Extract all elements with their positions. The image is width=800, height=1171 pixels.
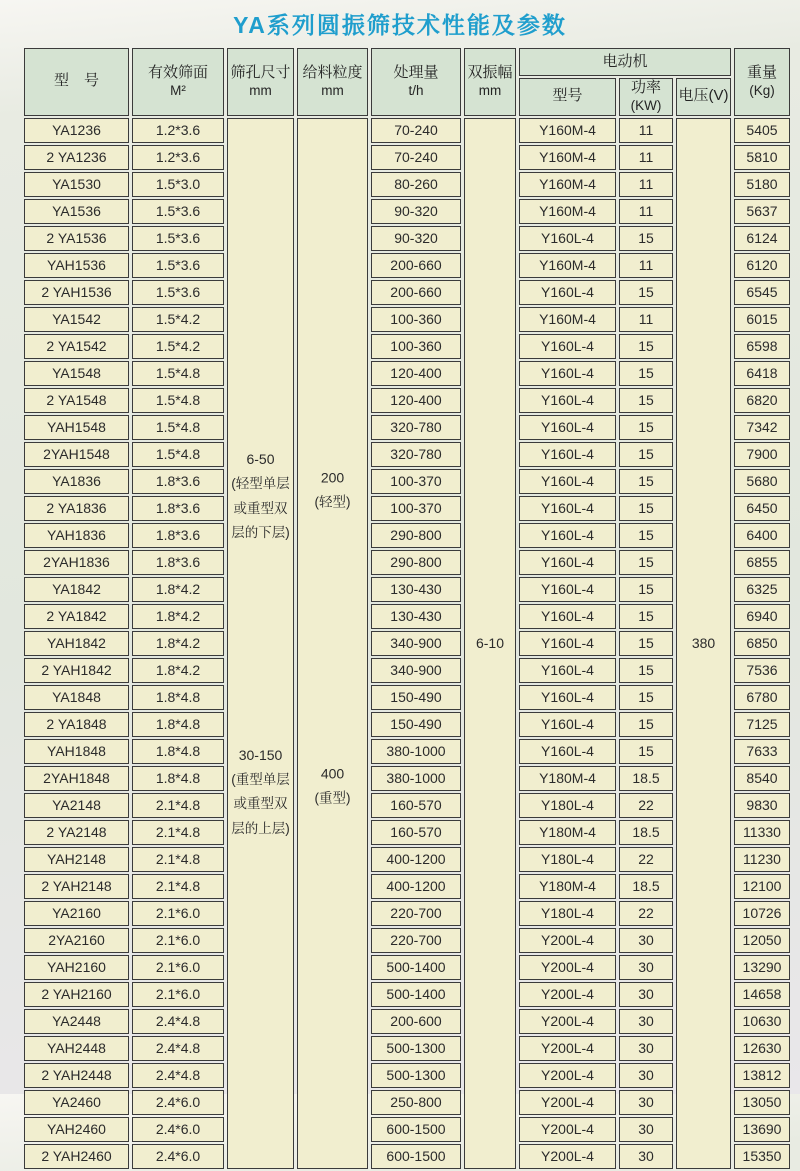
weight-cell: 7536: [734, 658, 790, 683]
sieve-size-light: 6-50 (轻型单层或重型双层的下层): [231, 451, 290, 541]
power-cell: 22: [619, 901, 673, 926]
power-cell: 15: [619, 469, 673, 494]
motor-model-cell: Y160L-4: [519, 712, 616, 737]
motor-model-cell: Y160L-4: [519, 361, 616, 386]
model-cell: 2 YA2148: [24, 820, 129, 845]
model-cell: 2 YA1836: [24, 496, 129, 521]
area-cell: 2.1*6.0: [132, 955, 224, 980]
weight-cell: 12630: [734, 1036, 790, 1061]
model-cell: 2YAH1848: [24, 766, 129, 791]
capacity-cell: 200-660: [371, 280, 461, 305]
weight-cell: 6598: [734, 334, 790, 359]
motor-model-cell: Y160L-4: [519, 415, 616, 440]
power-cell: 11: [619, 118, 673, 143]
capacity-cell: 500-1300: [371, 1036, 461, 1061]
capacity-cell: 100-360: [371, 334, 461, 359]
col-header-sieve-size: 筛孔尺寸 mm: [227, 48, 294, 116]
weight-cell: 10726: [734, 901, 790, 926]
area-cell: 1.5*4.8: [132, 442, 224, 467]
capacity-cell: 100-370: [371, 469, 461, 494]
power-cell: 18.5: [619, 820, 673, 845]
capacity-cell: 500-1400: [371, 982, 461, 1007]
model-cell: YA1530: [24, 172, 129, 197]
area-cell: 1.5*3.6: [132, 199, 224, 224]
feed-size-light: 200 (轻型): [314, 469, 351, 510]
model-cell: YAH2148: [24, 847, 129, 872]
capacity-cell: 500-1400: [371, 955, 461, 980]
motor-model-cell: Y160M-4: [519, 118, 616, 143]
motor-model-cell: Y160L-4: [519, 280, 616, 305]
col-header-motor-group: 电动机: [519, 48, 731, 76]
spec-table: [21, 46, 793, 1171]
motor-model-cell: Y160L-4: [519, 469, 616, 494]
motor-model-cell: Y200L-4: [519, 1090, 616, 1115]
capacity-cell: 600-1500: [371, 1144, 461, 1169]
motor-model-cell: Y200L-4: [519, 1036, 616, 1061]
area-cell: 2.1*4.8: [132, 820, 224, 845]
area-cell: 2.1*6.0: [132, 928, 224, 953]
col-header-voltage: 电压(V): [676, 78, 731, 116]
weight-cell: 6855: [734, 550, 790, 575]
model-cell: YAH1842: [24, 631, 129, 656]
capacity-cell: 320-780: [371, 442, 461, 467]
capacity-cell: 380-1000: [371, 766, 461, 791]
power-cell: 15: [619, 280, 673, 305]
power-cell: 11: [619, 145, 673, 170]
capacity-cell: 290-800: [371, 523, 461, 548]
power-cell: 18.5: [619, 874, 673, 899]
motor-model-cell: Y200L-4: [519, 1117, 616, 1142]
area-cell: 2.1*6.0: [132, 982, 224, 1007]
capacity-cell: 290-800: [371, 550, 461, 575]
weight-cell: 6940: [734, 604, 790, 629]
capacity-cell: 80-260: [371, 172, 461, 197]
power-cell: 15: [619, 442, 673, 467]
area-cell: 2.4*6.0: [132, 1090, 224, 1115]
weight-cell: 9830: [734, 793, 790, 818]
motor-model-cell: Y180L-4: [519, 793, 616, 818]
weight-cell: 6400: [734, 523, 790, 548]
model-cell: 2 YAH2448: [24, 1063, 129, 1088]
weight-cell: 5810: [734, 145, 790, 170]
model-cell: YAH1836: [24, 523, 129, 548]
area-cell: 1.5*4.2: [132, 334, 224, 359]
capacity-cell: 100-370: [371, 496, 461, 521]
weight-cell: 10630: [734, 1009, 790, 1034]
weight-cell: 7900: [734, 442, 790, 467]
motor-model-cell: Y160L-4: [519, 604, 616, 629]
model-cell: YAH1548: [24, 415, 129, 440]
model-cell: YAH2460: [24, 1117, 129, 1142]
weight-cell: 12100: [734, 874, 790, 899]
area-cell: 1.2*3.6: [132, 145, 224, 170]
area-cell: 1.8*4.2: [132, 658, 224, 683]
voltage-cell: 380: [676, 118, 731, 1169]
motor-model-cell: Y160L-4: [519, 388, 616, 413]
motor-model-cell: Y180M-4: [519, 874, 616, 899]
table-header: [24, 48, 790, 116]
area-cell: 1.5*3.6: [132, 253, 224, 278]
motor-model-cell: Y160L-4: [519, 685, 616, 710]
area-cell: 1.8*3.6: [132, 469, 224, 494]
area-cell: 1.5*3.6: [132, 226, 224, 251]
col-header-amplitude: 双振幅 mm: [464, 48, 516, 116]
model-cell: YA1842: [24, 577, 129, 602]
capacity-cell: 400-1200: [371, 874, 461, 899]
weight-cell: 5680: [734, 469, 790, 494]
power-cell: 30: [619, 1090, 673, 1115]
weight-cell: 12050: [734, 928, 790, 953]
capacity-cell: 400-1200: [371, 847, 461, 872]
area-cell: 1.8*4.2: [132, 577, 224, 602]
motor-model-cell: Y160M-4: [519, 307, 616, 332]
table-body: [24, 118, 790, 1169]
power-cell: 15: [619, 226, 673, 251]
table-row: [24, 118, 790, 143]
motor-model-cell: Y200L-4: [519, 1144, 616, 1169]
area-cell: 2.4*4.8: [132, 1009, 224, 1034]
motor-model-cell: Y180M-4: [519, 820, 616, 845]
model-cell: 2 YAH1842: [24, 658, 129, 683]
capacity-cell: 100-360: [371, 307, 461, 332]
model-cell: YAH1848: [24, 739, 129, 764]
weight-cell: 13050: [734, 1090, 790, 1115]
motor-model-cell: Y180L-4: [519, 901, 616, 926]
model-cell: 2 YA1236: [24, 145, 129, 170]
area-cell: 1.8*4.8: [132, 739, 224, 764]
power-cell: 15: [619, 334, 673, 359]
model-cell: YA1542: [24, 307, 129, 332]
capacity-cell: 320-780: [371, 415, 461, 440]
weight-cell: 11330: [734, 820, 790, 845]
weight-cell: 6820: [734, 388, 790, 413]
power-cell: 30: [619, 1117, 673, 1142]
power-cell: 15: [619, 604, 673, 629]
col-header-feed-size: 给料粒度 mm: [297, 48, 368, 116]
capacity-cell: 90-320: [371, 199, 461, 224]
power-cell: 30: [619, 955, 673, 980]
motor-model-cell: Y200L-4: [519, 955, 616, 980]
motor-model-cell: Y160L-4: [519, 658, 616, 683]
power-cell: 15: [619, 523, 673, 548]
capacity-cell: 340-900: [371, 631, 461, 656]
model-cell: YA2160: [24, 901, 129, 926]
motor-model-cell: Y160L-4: [519, 334, 616, 359]
motor-model-cell: Y160M-4: [519, 145, 616, 170]
area-cell: 1.5*3.6: [132, 280, 224, 305]
power-cell: 30: [619, 1009, 673, 1034]
weight-cell: 6450: [734, 496, 790, 521]
capacity-cell: 130-430: [371, 577, 461, 602]
area-cell: 1.8*4.2: [132, 604, 224, 629]
weight-cell: 6124: [734, 226, 790, 251]
model-cell: YA1536: [24, 199, 129, 224]
capacity-cell: 160-570: [371, 820, 461, 845]
power-cell: 30: [619, 1063, 673, 1088]
power-cell: 15: [619, 712, 673, 737]
capacity-cell: 500-1300: [371, 1063, 461, 1088]
power-cell: 15: [619, 550, 673, 575]
area-cell: 2.1*4.8: [132, 847, 224, 872]
area-cell: 2.4*4.8: [132, 1063, 224, 1088]
motor-model-cell: Y160L-4: [519, 631, 616, 656]
weight-cell: 8540: [734, 766, 790, 791]
power-cell: 15: [619, 739, 673, 764]
capacity-cell: 200-660: [371, 253, 461, 278]
area-cell: 1.5*4.8: [132, 415, 224, 440]
power-cell: 11: [619, 172, 673, 197]
motor-model-cell: Y160L-4: [519, 442, 616, 467]
model-cell: 2 YAH1536: [24, 280, 129, 305]
power-cell: 30: [619, 1036, 673, 1061]
model-cell: 2 YAH2460: [24, 1144, 129, 1169]
weight-cell: 11230: [734, 847, 790, 872]
power-cell: 15: [619, 685, 673, 710]
capacity-cell: 380-1000: [371, 739, 461, 764]
feed-size-cell: [297, 118, 368, 1169]
area-cell: 2.1*4.8: [132, 793, 224, 818]
weight-cell: 14658: [734, 982, 790, 1007]
model-cell: YA1848: [24, 685, 129, 710]
power-cell: 15: [619, 415, 673, 440]
col-header-power: 功率 (KW): [619, 78, 673, 116]
model-cell: 2 YA1548: [24, 388, 129, 413]
capacity-cell: 220-700: [371, 928, 461, 953]
page-title: YA系列圆振筛技术性能及参数: [233, 12, 567, 38]
weight-cell: 5180: [734, 172, 790, 197]
model-cell: YA1236: [24, 118, 129, 143]
weight-cell: 6850: [734, 631, 790, 656]
area-cell: 1.8*4.8: [132, 766, 224, 791]
col-header-capacity: 处理量 t/h: [371, 48, 461, 116]
weight-cell: 6015: [734, 307, 790, 332]
power-cell: 30: [619, 1144, 673, 1169]
model-cell: 2 YAH2160: [24, 982, 129, 1007]
area-cell: 2.4*6.0: [132, 1144, 224, 1169]
weight-cell: 7342: [734, 415, 790, 440]
model-cell: YA2148: [24, 793, 129, 818]
motor-model-cell: Y160M-4: [519, 199, 616, 224]
model-cell: 2 YA1842: [24, 604, 129, 629]
model-cell: 2 YAH2148: [24, 874, 129, 899]
motor-model-cell: Y160L-4: [519, 523, 616, 548]
model-cell: YAH2160: [24, 955, 129, 980]
power-cell: 22: [619, 793, 673, 818]
capacity-cell: 200-600: [371, 1009, 461, 1034]
motor-model-cell: Y200L-4: [519, 1063, 616, 1088]
area-cell: 2.1*6.0: [132, 901, 224, 926]
power-cell: 15: [619, 577, 673, 602]
capacity-cell: 90-320: [371, 226, 461, 251]
power-cell: 15: [619, 631, 673, 656]
model-cell: YAH1536: [24, 253, 129, 278]
power-cell: 11: [619, 199, 673, 224]
model-cell: YAH2448: [24, 1036, 129, 1061]
model-cell: YA2448: [24, 1009, 129, 1034]
capacity-cell: 160-570: [371, 793, 461, 818]
model-cell: 2 YA1536: [24, 226, 129, 251]
power-cell: 15: [619, 496, 673, 521]
sieve-hole-size-cell: [227, 118, 294, 1169]
motor-model-cell: Y160L-4: [519, 550, 616, 575]
area-cell: 1.8*3.6: [132, 550, 224, 575]
weight-cell: 6418: [734, 361, 790, 386]
area-cell: 1.5*4.8: [132, 361, 224, 386]
power-cell: 15: [619, 361, 673, 386]
weight-cell: 13690: [734, 1117, 790, 1142]
model-cell: 2 YA1848: [24, 712, 129, 737]
capacity-cell: 150-490: [371, 712, 461, 737]
power-cell: 30: [619, 928, 673, 953]
area-cell: 1.8*3.6: [132, 523, 224, 548]
area-cell: 1.5*4.8: [132, 388, 224, 413]
motor-model-cell: Y200L-4: [519, 982, 616, 1007]
capacity-cell: 150-490: [371, 685, 461, 710]
capacity-cell: 130-430: [371, 604, 461, 629]
area-cell: 1.2*3.6: [132, 118, 224, 143]
feed-size-heavy: 400 (重型): [314, 765, 351, 806]
motor-model-cell: Y200L-4: [519, 1009, 616, 1034]
area-cell: 2.1*4.8: [132, 874, 224, 899]
amplitude-cell: 6-10: [464, 118, 516, 1169]
area-cell: 1.8*4.2: [132, 631, 224, 656]
capacity-cell: 250-800: [371, 1090, 461, 1115]
area-cell: 1.5*3.0: [132, 172, 224, 197]
model-cell: 2YA2160: [24, 928, 129, 953]
area-cell: 2.4*4.8: [132, 1036, 224, 1061]
power-cell: 11: [619, 307, 673, 332]
capacity-cell: 120-400: [371, 361, 461, 386]
weight-cell: 6780: [734, 685, 790, 710]
motor-model-cell: Y160L-4: [519, 577, 616, 602]
weight-cell: 7125: [734, 712, 790, 737]
col-header-motor-model: 型号: [519, 78, 616, 116]
model-cell: 2 YA1542: [24, 334, 129, 359]
capacity-cell: 70-240: [371, 145, 461, 170]
power-cell: 15: [619, 658, 673, 683]
model-cell: YA1836: [24, 469, 129, 494]
sieve-size-heavy: 30-150 (重型单层或重型双层的上层): [231, 747, 290, 836]
motor-model-cell: Y200L-4: [519, 928, 616, 953]
motor-model-cell: Y160M-4: [519, 253, 616, 278]
capacity-cell: 600-1500: [371, 1117, 461, 1142]
weight-cell: 13290: [734, 955, 790, 980]
col-header-model: 型 号: [24, 48, 129, 116]
area-cell: 1.8*4.8: [132, 685, 224, 710]
capacity-cell: 120-400: [371, 388, 461, 413]
col-header-area: 有效筛面 M²: [132, 48, 224, 116]
motor-model-cell: Y160L-4: [519, 496, 616, 521]
model-cell: YA1548: [24, 361, 129, 386]
model-cell: 2YAH1836: [24, 550, 129, 575]
capacity-cell: 70-240: [371, 118, 461, 143]
weight-cell: 6545: [734, 280, 790, 305]
weight-cell: 15350: [734, 1144, 790, 1169]
power-cell: 11: [619, 253, 673, 278]
power-cell: 15: [619, 388, 673, 413]
area-cell: 1.5*4.2: [132, 307, 224, 332]
weight-cell: 5405: [734, 118, 790, 143]
capacity-cell: 340-900: [371, 658, 461, 683]
motor-model-cell: Y180M-4: [519, 766, 616, 791]
area-cell: 1.8*4.8: [132, 712, 224, 737]
motor-model-cell: Y180L-4: [519, 847, 616, 872]
capacity-cell: 220-700: [371, 901, 461, 926]
weight-cell: 6325: [734, 577, 790, 602]
model-cell: YA2460: [24, 1090, 129, 1115]
power-cell: 30: [619, 982, 673, 1007]
weight-cell: 13812: [734, 1063, 790, 1088]
weight-cell: 7633: [734, 739, 790, 764]
weight-cell: 5637: [734, 199, 790, 224]
power-cell: 18.5: [619, 766, 673, 791]
col-header-weight: 重量 (Kg): [734, 48, 790, 116]
motor-model-cell: Y160L-4: [519, 739, 616, 764]
motor-model-cell: Y160L-4: [519, 226, 616, 251]
model-cell: 2YAH1548: [24, 442, 129, 467]
area-cell: 1.8*3.6: [132, 496, 224, 521]
weight-cell: 6120: [734, 253, 790, 278]
power-cell: 22: [619, 847, 673, 872]
area-cell: 2.4*6.0: [132, 1117, 224, 1142]
motor-model-cell: Y160M-4: [519, 172, 616, 197]
